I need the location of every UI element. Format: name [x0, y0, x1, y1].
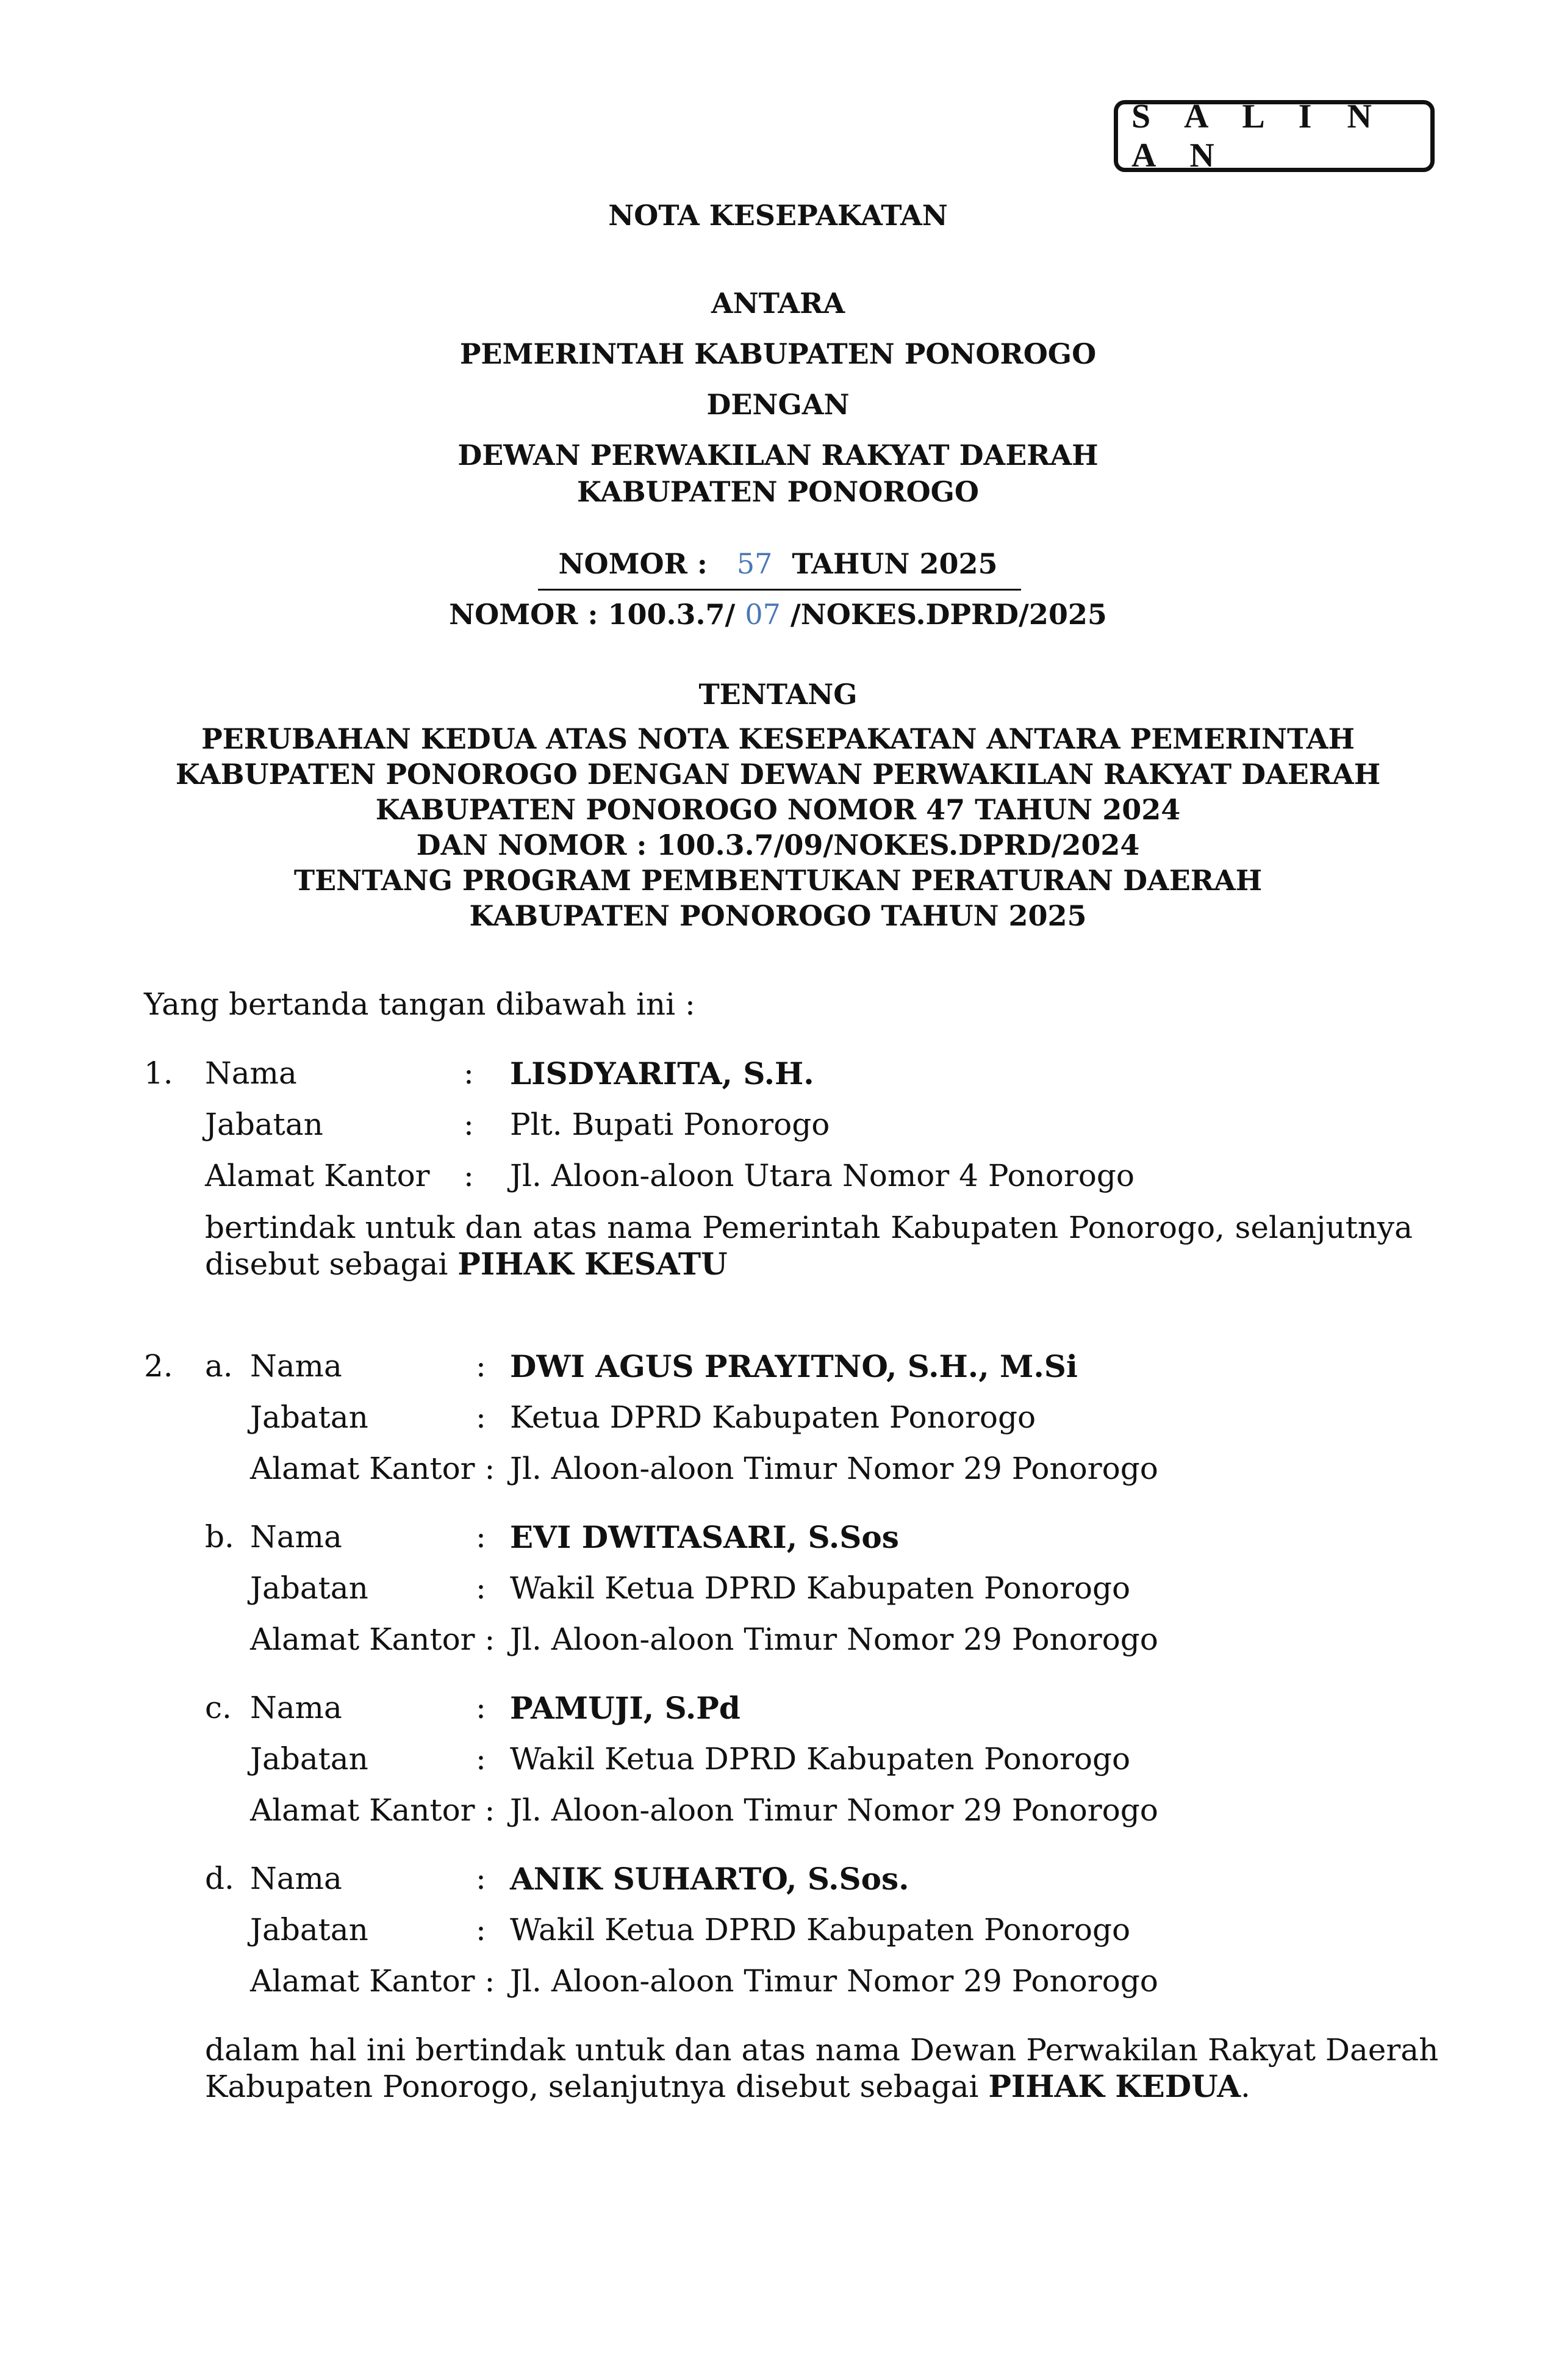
- member-c-alamat: Jl. Aloon-aloon Timur Nomor 29 Ponorogo: [510, 1792, 1158, 1828]
- member-c-letter: c.: [205, 1690, 232, 1725]
- heading-party2-line1: DEWAN PERWAKILAN RAKYAT DAERAH: [457, 439, 1099, 472]
- member-c-alamat-label: Alamat Kantor :: [250, 1792, 495, 1828]
- member-a-jabatan-colon: :: [476, 1400, 486, 1435]
- subject-line-1: PERUBAHAN KEDUA ATAS NOTA KESEPAKATAN ANTARA PEMERINTAH: [201, 722, 1355, 755]
- member-d-letter: d.: [205, 1861, 234, 1896]
- member-c-nama-colon: :: [476, 1690, 486, 1725]
- member-a-alamat-label: Alamat Kantor :: [250, 1451, 495, 1486]
- heading-party1: PEMERINTAH KABUPATEN PONOROGO: [459, 337, 1097, 370]
- member-c-jabatan-colon: :: [476, 1741, 486, 1777]
- subject-line-6: KABUPATEN PONOROGO TAHUN 2025: [469, 899, 1087, 932]
- party1-statement-pre: disebut sebagai: [205, 1246, 458, 1282]
- party2-statement-line1: dalam hal ini bertindak untuk dan atas nama Dewan Perwakilan Rakyat Daerah: [205, 2032, 1439, 2068]
- nomor-pemda-suffix: TAHUN 2025: [792, 547, 998, 580]
- member-a-jabatan-label: Jabatan: [250, 1400, 368, 1435]
- member-b-jabatan-label: Jabatan: [250, 1570, 368, 1606]
- member-b-nama-colon: :: [476, 1519, 486, 1555]
- subject-line-4: DAN NOMOR : 100.3.7/09/NOKES.DPRD/2024: [416, 829, 1140, 861]
- member-b-jabatan-colon: :: [476, 1570, 486, 1606]
- nomor-dprd-number: 07: [745, 598, 781, 631]
- member-d-nama: ANIK SUHARTO, S.Sos.: [510, 1861, 909, 1897]
- intro-text: Yang bertanda tangan dibawah ini :: [144, 987, 695, 1022]
- member-b-jabatan: Wakil Ketua DPRD Kabupaten Ponorogo: [510, 1570, 1131, 1606]
- party1-alamat-colon: :: [464, 1158, 474, 1193]
- party2-statement-post: .: [1240, 2069, 1250, 2104]
- party1-nama-colon: :: [464, 1055, 474, 1091]
- nomor-dprd-prefix: NOMOR : 100.3.7/: [449, 598, 736, 631]
- subject-line-5: TENTANG PROGRAM PEMBENTUKAN PERATURAN DAERAH: [293, 864, 1263, 897]
- member-a-nama-label: Nama: [250, 1348, 342, 1384]
- party2-statement-pre: Kabupaten Ponorogo, selanjutnya disebut sebagai: [205, 2069, 989, 2104]
- heading-antara: ANTARA: [711, 287, 845, 320]
- nomor-pemda: [0, 547, 1556, 580]
- party2-statement-line2: [205, 2068, 1413, 2105]
- subject-line-3: KABUPATEN PONOROGO NOMOR 47 TAHUN 2024: [375, 793, 1181, 826]
- party1-statement-line2: [205, 1246, 1413, 1282]
- member-a-alamat: Jl. Aloon-aloon Timur Nomor 29 Ponorogo: [510, 1451, 1158, 1486]
- member-d-nama-label: Nama: [250, 1861, 342, 1896]
- party1-jabatan-label: Jabatan: [205, 1107, 323, 1142]
- member-a-nama-colon: :: [476, 1348, 486, 1384]
- member-b-nama-label: Nama: [250, 1519, 342, 1555]
- heading-dengan: DENGAN: [706, 388, 850, 421]
- heading-tentang: TENTANG: [698, 678, 858, 711]
- nomor-dprd-suffix: /NOKES.DPRD/2025: [790, 598, 1107, 631]
- party1-statement-line1: bertindak untuk dan atas nama Pemerintah Kabupaten Ponorogo, selanjutnya: [205, 1210, 1413, 1245]
- member-b-alamat: Jl. Aloon-aloon Timur Nomor 29 Ponorogo: [510, 1622, 1158, 1657]
- member-c-jabatan-label: Jabatan: [250, 1741, 368, 1777]
- party1-designation: PIHAK KESATU: [457, 1246, 728, 1282]
- party1-alamat: Jl. Aloon-aloon Utara Nomor 4 Ponorogo: [510, 1158, 1135, 1193]
- salinan-stamp: [1114, 100, 1435, 172]
- party1-alamat-label: Alamat Kantor: [205, 1158, 430, 1193]
- nomor-dprd: [0, 598, 1556, 631]
- party2-number: 2.: [144, 1348, 173, 1384]
- party2-statement: [205, 2032, 1439, 2105]
- member-d-alamat: Jl. Aloon-aloon Timur Nomor 29 Ponorogo: [510, 1963, 1158, 1999]
- nomor-pemda-number: 57: [736, 547, 773, 580]
- member-c-nama: PAMUJI, S.Pd: [510, 1690, 740, 1726]
- member-c-nama-label: Nama: [250, 1690, 342, 1725]
- party2-designation: PIHAK KEDUA: [988, 2068, 1241, 2104]
- member-d-nama-colon: :: [476, 1861, 486, 1896]
- heading-party2-line2: KABUPATEN PONOROGO: [576, 475, 979, 508]
- document-title: NOTA KESEPAKATAN: [608, 199, 948, 232]
- member-b-letter: b.: [205, 1519, 234, 1555]
- subject-line-2: KABUPATEN PONOROGO DENGAN DEWAN PERWAKILAN RAKYAT DAERAH: [175, 758, 1381, 791]
- party1-statement: [205, 1209, 1413, 1282]
- member-a-letter: a.: [205, 1348, 233, 1384]
- party1-nama-label: Nama: [205, 1055, 297, 1091]
- party1-jabatan: Plt. Bupati Ponorogo: [510, 1107, 830, 1142]
- member-d-jabatan: Wakil Ketua DPRD Kabupaten Ponorogo: [510, 1912, 1131, 1947]
- member-c-jabatan: Wakil Ketua DPRD Kabupaten Ponorogo: [510, 1741, 1131, 1777]
- party1-number: 1.: [144, 1055, 173, 1091]
- member-d-jabatan-colon: :: [476, 1912, 486, 1947]
- member-b-alamat-label: Alamat Kantor :: [250, 1622, 495, 1657]
- member-d-jabatan-label: Jabatan: [250, 1912, 368, 1947]
- nomor-pemda-prefix: NOMOR :: [558, 547, 708, 580]
- nomor-divider: [538, 589, 1021, 591]
- member-a-nama: DWI AGUS PRAYITNO, S.H., M.Si: [510, 1348, 1078, 1384]
- party1-nama: LISDYARITA, S.H.: [510, 1055, 814, 1091]
- member-a-jabatan: Ketua DPRD Kabupaten Ponorogo: [510, 1400, 1036, 1435]
- member-d-alamat-label: Alamat Kantor :: [250, 1963, 495, 1999]
- member-b-nama: EVI DWITASARI, S.Sos: [510, 1519, 899, 1555]
- salinan-text: S A L I N A N: [1131, 98, 1385, 174]
- party1-jabatan-colon: :: [464, 1107, 474, 1142]
